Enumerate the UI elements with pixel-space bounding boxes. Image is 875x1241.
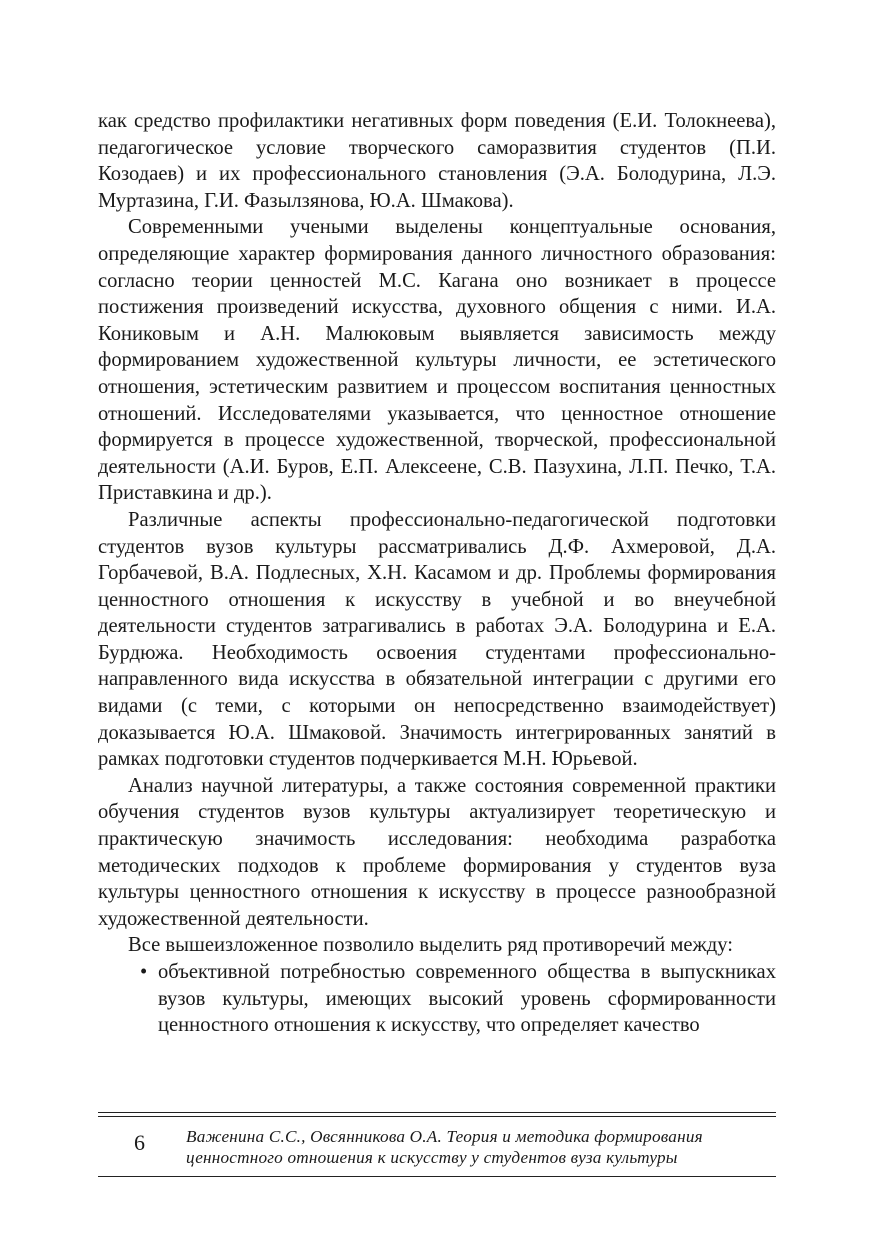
page-number: 6	[134, 1130, 145, 1155]
footer-reference-line: Важенина С.С., Овсянникова О.А. Теория и методика формирования	[186, 1127, 703, 1146]
page-footer	[98, 1112, 776, 1178]
bullet-icon: •	[140, 961, 148, 983]
paragraph: Все вышеизложенное позволило выделить ряд противоречий между:	[128, 934, 734, 957]
footer-rule-top	[98, 1112, 776, 1113]
list-item-text: объективной потребностью современного общества в выпускниках вузов культуры, имеющих высокий уровень сформированности ценностного отношения к искусству, что определяет качество	[158, 961, 776, 1037]
list-item	[140, 959, 776, 1039]
paragraph: как средство профилактики негативных форм поведения (Е.И. Толокнеева), педагогическое условие творческого саморазвития студентов (П.И. Козодаев) и их профессионального становления (Э.А. Болодурина, Л.Э. Муртазина, Г.И. Фазылзянова, Ю.А. Шмакова).	[98, 110, 776, 212]
footer-reference-line: ценностного отношения к искусству у студентов вуза культуры	[186, 1148, 678, 1167]
contradictions-list	[98, 959, 776, 1039]
footer-reference	[186, 1126, 776, 1168]
footer-rule-top-thin	[98, 1116, 776, 1117]
page-body	[98, 108, 776, 1039]
paragraph: Различные аспекты профессионально-педагогической подготовки студентов вузов культуры рассматривались Д.Ф. Ахмеровой, Д.А. Горбачевой, В.А. Подлесных, Х.Н. Касамом и др. Проблемы формирования ценностного отношения к искусству в учебной и во внеучебной деятельности студентов затрагивались в работах Э.А. Болодурина и Е.А. Бурдюжа. Необходимость освоения студентами профессионально-направленного вида искусства в обязательной интеграции с другими его видами (с теми, с которыми он непосредственно взаимодействует) доказывается Ю.А. Шмаковой. Значимость интегрированных занятий в рамках подготовки студентов подчеркивается М.Н. Юрьевой.	[98, 508, 776, 771]
paragraph: Современными учеными выделены концептуальные основания, определяющие характер формирования данного личностного образования: согласно теории ценностей М.С. Кагана оно возникает в процессе постижения произведений искусства, духовного общения с ними. И.А. Кониковым и А.Н. Малюковым выявляется зависимость между формированием художественной культуры личности, ее эстетического отношения, эстетическим развитием и процессом воспитания ценностных отношений. Исследователями указывается, что ценностное отношение формируется в процессе художественной, творческой, профессиональной деятельности (А.И. Буров, Е.П. Алексеене, С.В. Пазухина, Л.П. Печко, Т.А. Приставкина и др.).	[98, 216, 776, 505]
paragraph: Анализ научной литературы, а также состояния современной практики обучения студентов вузов культуры актуализирует теоретическую и практическую значимость исследования: необходима разработка методических подходов к проблеме формирования у студентов вуза культуры ценностного отношения к искусству в процессе разнообразной художественной деятельности.	[98, 774, 776, 930]
footer-rule-bottom	[98, 1176, 776, 1177]
